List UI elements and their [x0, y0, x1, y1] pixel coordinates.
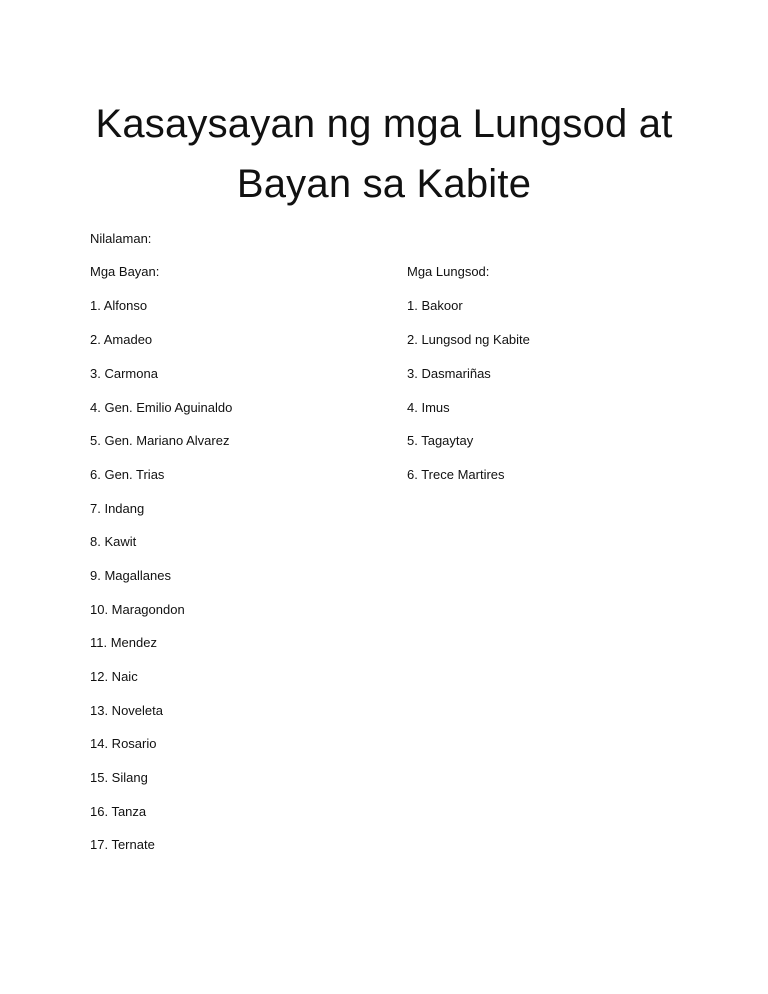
town-item: 17. Ternate — [90, 837, 155, 852]
city-item: 5. Tagaytay — [407, 433, 474, 448]
town-item: 8. Kawit — [90, 534, 137, 549]
document-title-line-2: Bayan sa Kabite — [236, 162, 532, 206]
town-item: 1. Alfonso — [90, 298, 148, 313]
towns-heading: Mga Bayan: — [90, 264, 160, 279]
town-item: 2. Amadeo — [90, 332, 153, 347]
town-item: 7. Indang — [90, 501, 145, 516]
contents-label: Nilalaman: — [90, 231, 152, 246]
city-item: 4. Imus — [407, 400, 450, 415]
town-item: 10. Maragondon — [90, 602, 185, 617]
town-item: 11. Mendez — [90, 635, 157, 650]
town-item: 14. Rosario — [90, 736, 157, 751]
city-item: 3. Dasmariñas — [407, 366, 491, 381]
document-title-line-1: Kasaysayan ng mga Lungsod at — [95, 102, 673, 146]
town-item: 4. Gen. Emilio Aguinaldo — [90, 400, 233, 415]
city-item: 1. Bakoor — [407, 298, 463, 313]
town-item: 6. Gen. Trias — [90, 467, 165, 482]
town-item: 13. Noveleta — [90, 703, 163, 718]
town-item: 12. Naic — [90, 669, 138, 684]
town-item: 3. Carmona — [90, 366, 158, 381]
town-item: 15. Silang — [90, 770, 148, 785]
city-item: 6. Trece Martires — [407, 467, 505, 482]
cities-heading: Mga Lungsod: — [407, 264, 490, 279]
town-item: 5. Gen. Mariano Alvarez — [90, 433, 230, 448]
town-item: 16. Tanza — [90, 804, 147, 819]
city-item: 2. Lungsod ng Kabite — [407, 332, 530, 347]
town-item: 9. Magallanes — [90, 568, 171, 583]
